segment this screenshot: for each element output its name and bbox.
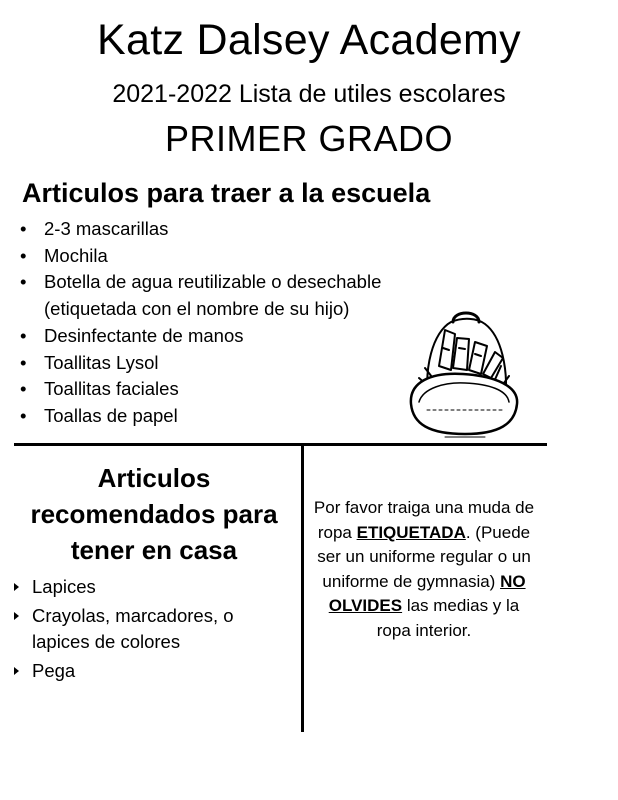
list-item: • Mochila — [18, 243, 438, 270]
list-item: • 2-3 mascarillas — [18, 216, 438, 243]
list-item: • Toallitas Lysol — [18, 350, 438, 377]
grade-title: PRIMER GRADO — [164, 118, 454, 159]
note-text: las medias y la ropa interior. — [376, 596, 520, 640]
clothing-note — [310, 496, 538, 643]
home-list — [10, 574, 295, 687]
backpack-icon — [405, 308, 525, 440]
year-list-title: 2021-2022 Lista de utiles escolares — [112, 80, 506, 108]
note-text: . (Puede ser un uniforme regular o un uniforme de gymnasia) — [317, 522, 531, 591]
list-item: Pega — [10, 658, 295, 684]
list-item: Lapices — [10, 574, 295, 600]
school-name: Katz Dalsey Academy — [97, 16, 521, 64]
list-item: • Desinfectante de manos — [18, 323, 438, 350]
bring-list — [18, 216, 438, 430]
note-text: Por favor traiga una muda de ropa — [313, 498, 535, 542]
note-emphasis-labeled: ETIQUETADA — [356, 522, 466, 542]
horizontal-divider — [14, 443, 547, 446]
list-item: • Toallitas faciales — [18, 376, 438, 403]
section-home-heading: Articulos recomendados para tener en casa — [30, 463, 278, 565]
list-item: • Botella de agua reutilizable o desechable (etiquetada con el nombre de su hijo) — [18, 269, 438, 322]
list-item: Crayolas, marcadores, o lapices de colores — [10, 603, 295, 655]
vertical-divider — [301, 446, 304, 732]
section-bring-heading: Articulos para traer a la escuela — [22, 178, 431, 208]
list-item: • Toallas de papel — [18, 403, 438, 430]
note-emphasis-dont-forget: NO OLVIDES — [328, 571, 526, 615]
